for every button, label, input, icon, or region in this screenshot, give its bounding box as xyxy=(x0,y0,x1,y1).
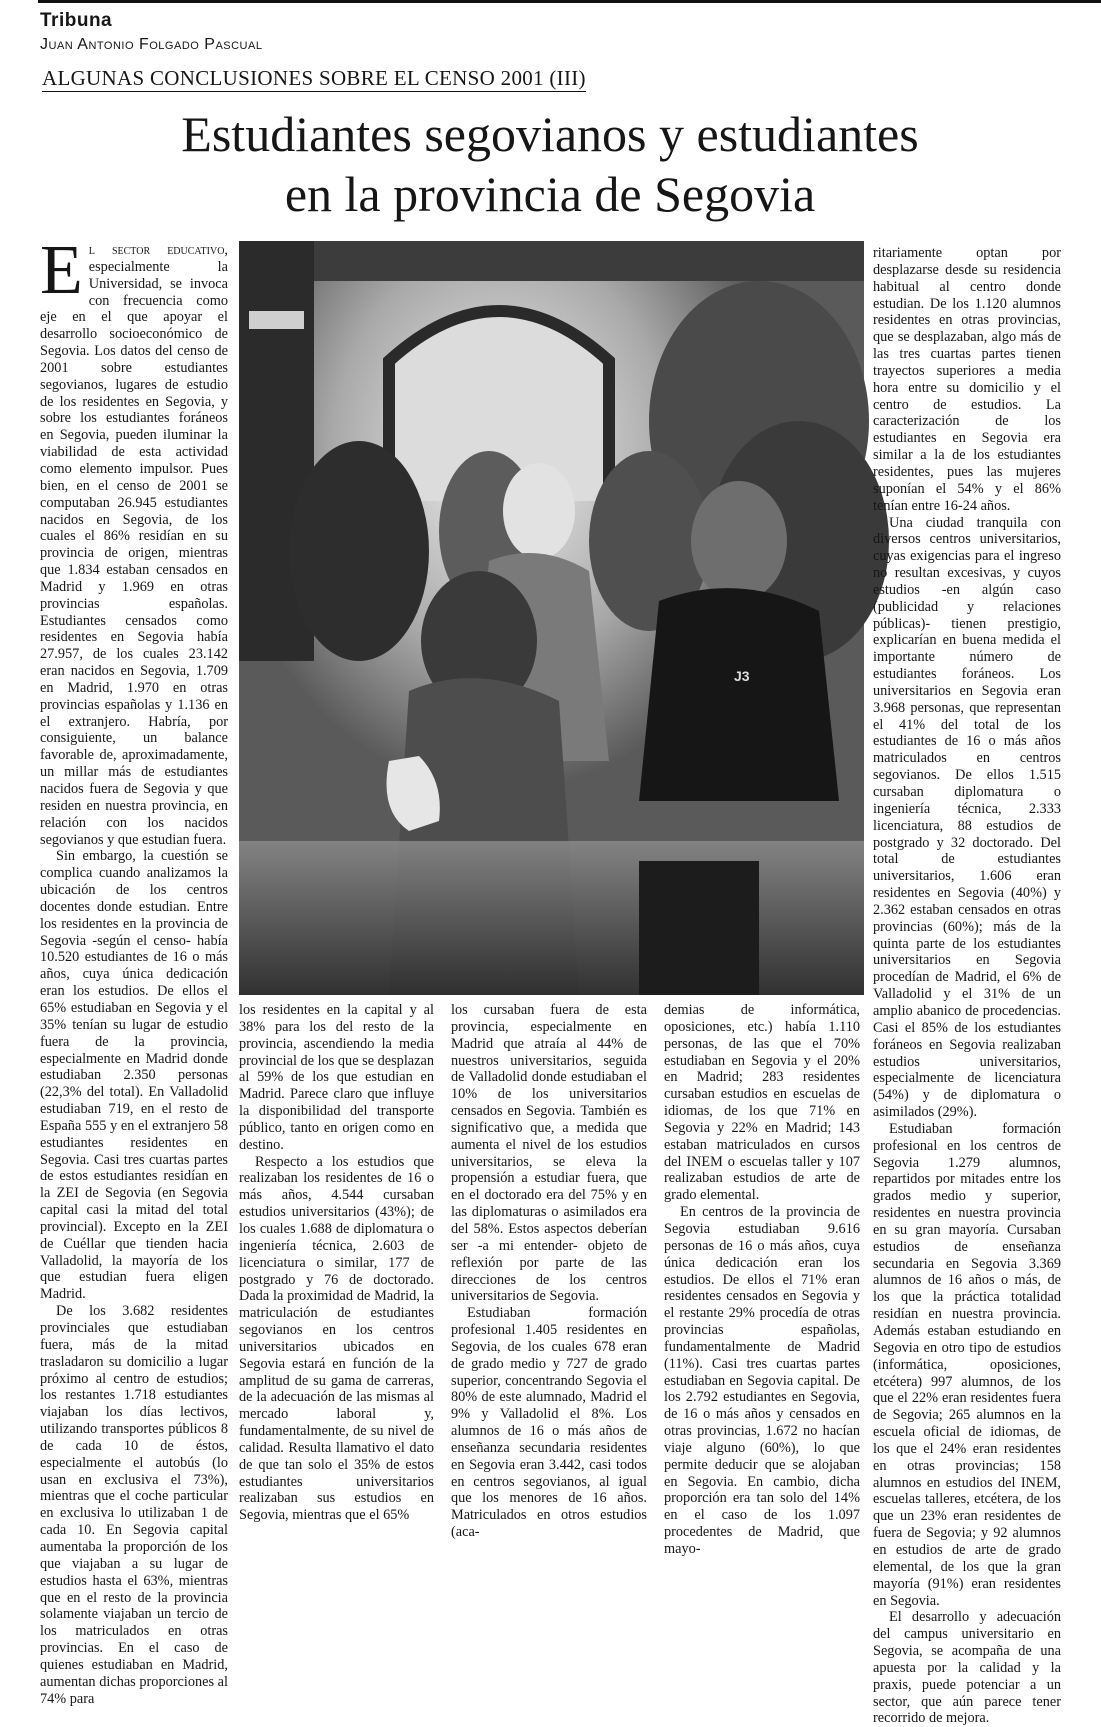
article-column-1 xyxy=(40,232,228,1707)
kicker: ALGUNAS CONCLUSIONES SOBRE EL CENSO 2001 (III) xyxy=(42,66,586,90)
drop-cap: E xyxy=(40,232,83,309)
paragraph: De los 3.682 residentes provinciales que estudiaban fuera, más de la mitad trasladaron su domicilio a lugar próximo al centro de estudios; los restantes 1.718 estudiantes viajaban los días lectivos, utilizando transportes públicos 8 de cada 10 de éstos, especialmente el autobús (lo usan en exclusiva el 73%), mientras que el coche particular en exclusiva lo utilizaban 1 de cada 10. En Segovia capital aumentaba la proporción de los que viajaban a su lugar de estudios hasta el 63%, mientras que en el resto de la provincia solamente viajaban un tercio de los matriculados en otras provincias. En el caso de quienes estudiaban en Madrid, aumentan dichas proporciones al 74% para xyxy=(40,1303,228,1707)
paragraph: ritariamente optan por desplazarse desde su residencia habitual al centro donde estudian. De los 1.120 alumnos residentes en otras provincias, que se desplazaban, algo más de las tres cuartas partes tienen trayectos superiores a media hora entre su domicilio y el centro de estudios. La caracterización de los estudiantes en Segovia era similar a la de los estudiantes residentes, pues las mujeres suponían el 54% y el 86% tenían entre 16-24 años. xyxy=(873,245,1061,514)
paragraph: Estudiaban formación profesional en los centros de Segovia 1.279 alumnos, repartidos por mitades entre los grados medio y superior, residentes en nuestra provincia en su gran mayoría. Cursaban estudios de enseñanza secundaria en Segovia 3.369 alumnos de 16 años o más, de los que la práctica totalidad residían en nuestra provincia. Además estaban estudiando en Segovia en otro tipo de estudios (informática, oposiciones, etcétera) 997 alumnos, de los que el 22% eran residentes fuera de Segovia; 265 alumnos en la escuela oficial de idiomas, de los que el 24% eran residentes en otras provincias; 158 alumnos en estudios del INEM, escuelas talleres, etcétera, de los que un 23% eran residentes de fuera de Segovia; y 92 alumnos en estudios de arte de grado elemental, de los que la gran mayoría (91%) eran residentes en Segovia. xyxy=(873,1120,1061,1609)
paragraph: Sin embargo, la cuestión se complica cuando analizamos la ubicación de los centros docentes donde estudian. Entre los residentes en la provincia de Segovia -según el censo- había 10.520 estudiantes de 16 o más años, cuya única dedicación eran los estudios. De ellos el 65% estudiaban en Segovia y el 35% tenían su lugar de estudio fuera de la provincia, especialmente en Madrid donde estudiaban 2.350 personas (22,3% del total). En Valladolid estudiaban 719, en el resto de España 555 y en el extranjero 58 estudiantes residentes en Segovia. Casi tres cuartas partes de estos estudiantes residían en la ZEI de Segovia (en Segovia capital casi la mitad del total provincial). Excepto en la ZEI de Cuéllar que tienden hacia Valladolid, la mayoría de los que estudian fuera eligen Madrid. xyxy=(40,848,228,1303)
photo-students-in-hall xyxy=(239,241,864,995)
paragraph: Una ciudad tranquila con diversos centros universitarios, cuyas exigencias para el ingreso no resultan excesivas, y cuyos estudios -en algún caso (publicidad y relaciones públicas)- tienen prestigio, explicarían en buena medida el importante número de estudiantes foráneos. Los universitarios en Segovia eran 3.968 personas, que representan el 41% del total de los estudiantes de 16 o más años matriculados en centros segovianos. De ellos 1.515 cursaban diplomatura o ingeniería técnica, 2.333 licenciatura, 88 estudios de postgrado y 32 doctorado. Del total de estudiantes universitarios, 1.606 eran residentes en Segovia (40%) y 2.362 estaban censados en otras provincias (60%); más de la quinta parte de los estudiantes universitarios en Segovia procedían de Madrid, el 6% de Valladolid y el 31% de un amplio abanico de procedencias. Casi el 85% de los estudiantes foráneos en Segovia realizaban estudios universitarios, especialmente de licenciatura (54%) y de diplomatura o asimilados (29%). xyxy=(873,514,1061,1121)
headline xyxy=(40,104,1060,224)
paragraph xyxy=(40,232,228,848)
article-column-5 xyxy=(873,245,1061,1727)
paragraph: Estudiaban formación profesional 1.405 residentes en Segovia, de los cuales 678 eran de grado medio y 727 de grado superior, concentrando Segovia el 80% de este alumnado, Madrid el 9% y Valladolid el 8%. Los alumnos de 16 o más años de enseñanza secundaria residentes en Segovia eran 3.442, casi todos en centros segovianos, al igual que los menores de 16 años. Matriculados en otros estudios (aca- xyxy=(451,1305,647,1541)
section-label: Tribuna xyxy=(40,10,113,31)
paragraph: El desarrollo y adecuación del campus universitario en Segovia, se acompaña de una apuesta por la calidad y la praxis, puede potenciar a un sector, que aún parece tener recorrido de mejora. xyxy=(873,1609,1061,1727)
paragraph: los residentes en la capital y al 38% para los del resto de la provincia, ascendiendo la media provincial de los que se desplazan al 59% de los que estudian en Madrid. Parece claro que influye la disponibilidad del transporte público, tanto en origen como en destino. xyxy=(239,1002,434,1153)
article-column-3 xyxy=(451,1002,647,1541)
top-rule xyxy=(38,0,1101,3)
article-photo xyxy=(239,241,864,995)
article-column-4 xyxy=(664,1002,860,1557)
paragraph: demias de informática, oposiciones, etc.) había 1.110 personas, de las que el 70% estudiaban en Segovia y el 20% en Madrid; 283 residentes cursaban estudios en escuelas de idiomas, de los que 71% en Segovia y 22% en Madrid; 143 estaban matriculados en cursos del INEM o escuelas taller y 107 realizaban estudios de arte de grado elemental. xyxy=(664,1002,860,1204)
paragraph: los cursaban fuera de esta provincia, especialmente en Madrid que atraía al 44% de nuestros universitarios, seguida de Valladolid donde estudiaban el 10% de los universitarios censados en Segovia. También es significativo que, a medida que aumenta el nivel de los estudios universitarios, se eleva la propensión a estudiar fuera, que en el doctorado era del 75% y en las diplomaturas o asimilados era del 58%. Estos aspectos deberían ser -a mi entender- objeto de reflexión por parte de las direcciones de los centros universitarios de Segovia. xyxy=(451,1002,647,1305)
headline-line-2: en la provincia de Segovia xyxy=(284,166,816,222)
lead-in: l sector educativo, xyxy=(88,242,228,258)
paragraph: En centros de la provincia de Segovia estudiaban 9.616 personas de 16 o más años, cuya única dedicación eran los estudios. De ellos el 71% eran residentes censados en Segovia y el restante 29% procedía de otras provincias españolas, fundamentalmente de Madrid (11%). Casi tres cuartas partes estudiaban en Segovia capital. De los 2.792 estudiantes en Segovia, de 16 o más años y censados en otras provincias, 1.672 no hacían viaje alguno (60%), lo que permite deducir que se alojaban en Segovia. En cambio, dicha proporción era tan solo del 14% en el caso de los 1.097 procedentes de Madrid, que mayo- xyxy=(664,1204,860,1557)
paragraph: Respecto a los estudios que realizaban los residentes de 16 o más años, 4.544 cursaban estudios universitarios (43%); de los cuales 1.688 de diplomatura o ingeniería técnica, 2.603 de licenciatura o similar, 177 de postgrado y 76 de doctorado. Dada la proximidad de Madrid, la matriculación de estudiantes segovianos en los centros universitarios ubicados en Segovia estará en función de la amplitud de su gama de carreras, de la adecuación de las mismas al mercado laboral y, fundamentalmente, de su nivel de calidad. Resulta llamativo el dato de que tan solo el 35% de estos estudiantes universitarios realizaban sus estudios en Segovia, mientras que el 65% xyxy=(239,1153,434,1524)
headline-line-1: Estudiantes segovianos y estudiantes xyxy=(181,106,919,162)
jersey-text: J3 xyxy=(734,668,750,684)
paragraph-text: especialmente la Universidad, se invoca con frecuencia como eje en el que apoyar el desarrollo socioeconómico de Segovia. Los datos del censo de 2001 sobre estudiantes segovianos, lugares de estudio de los residentes en Segovia, y sobre los estudiantes foráneos en Segovia, pueden iluminar la viabilidad de esta actividad como elemento impulsor. Pues bien, en el censo de 2001 se computaban 26.945 estudiantes nacidos en Segovia, de los cuales el 86% residían en su provincia de origen, mientras que 1.834 estaban censados en Madrid y 1.969 en otras provincias españolas. Estudiantes censados como residentes en Segovia había 27.957, de los cuales 23.142 eran nacidos en Segovia, 1.709 en Madrid, 1.970 en otras provincias españolas y 1.136 en el extranjero. Habría, por consiguiente, un balance favorable de, aproximadamente, un millar más de estudiantes nacidos fuera de Segovia y que residen en nuestra provincia, en relación con los nacidos segovianos y que estudian fuera. xyxy=(40,258,228,848)
article-column-2 xyxy=(239,1002,434,1524)
author-byline: Juan Antonio Folgado Pascual xyxy=(40,36,263,53)
